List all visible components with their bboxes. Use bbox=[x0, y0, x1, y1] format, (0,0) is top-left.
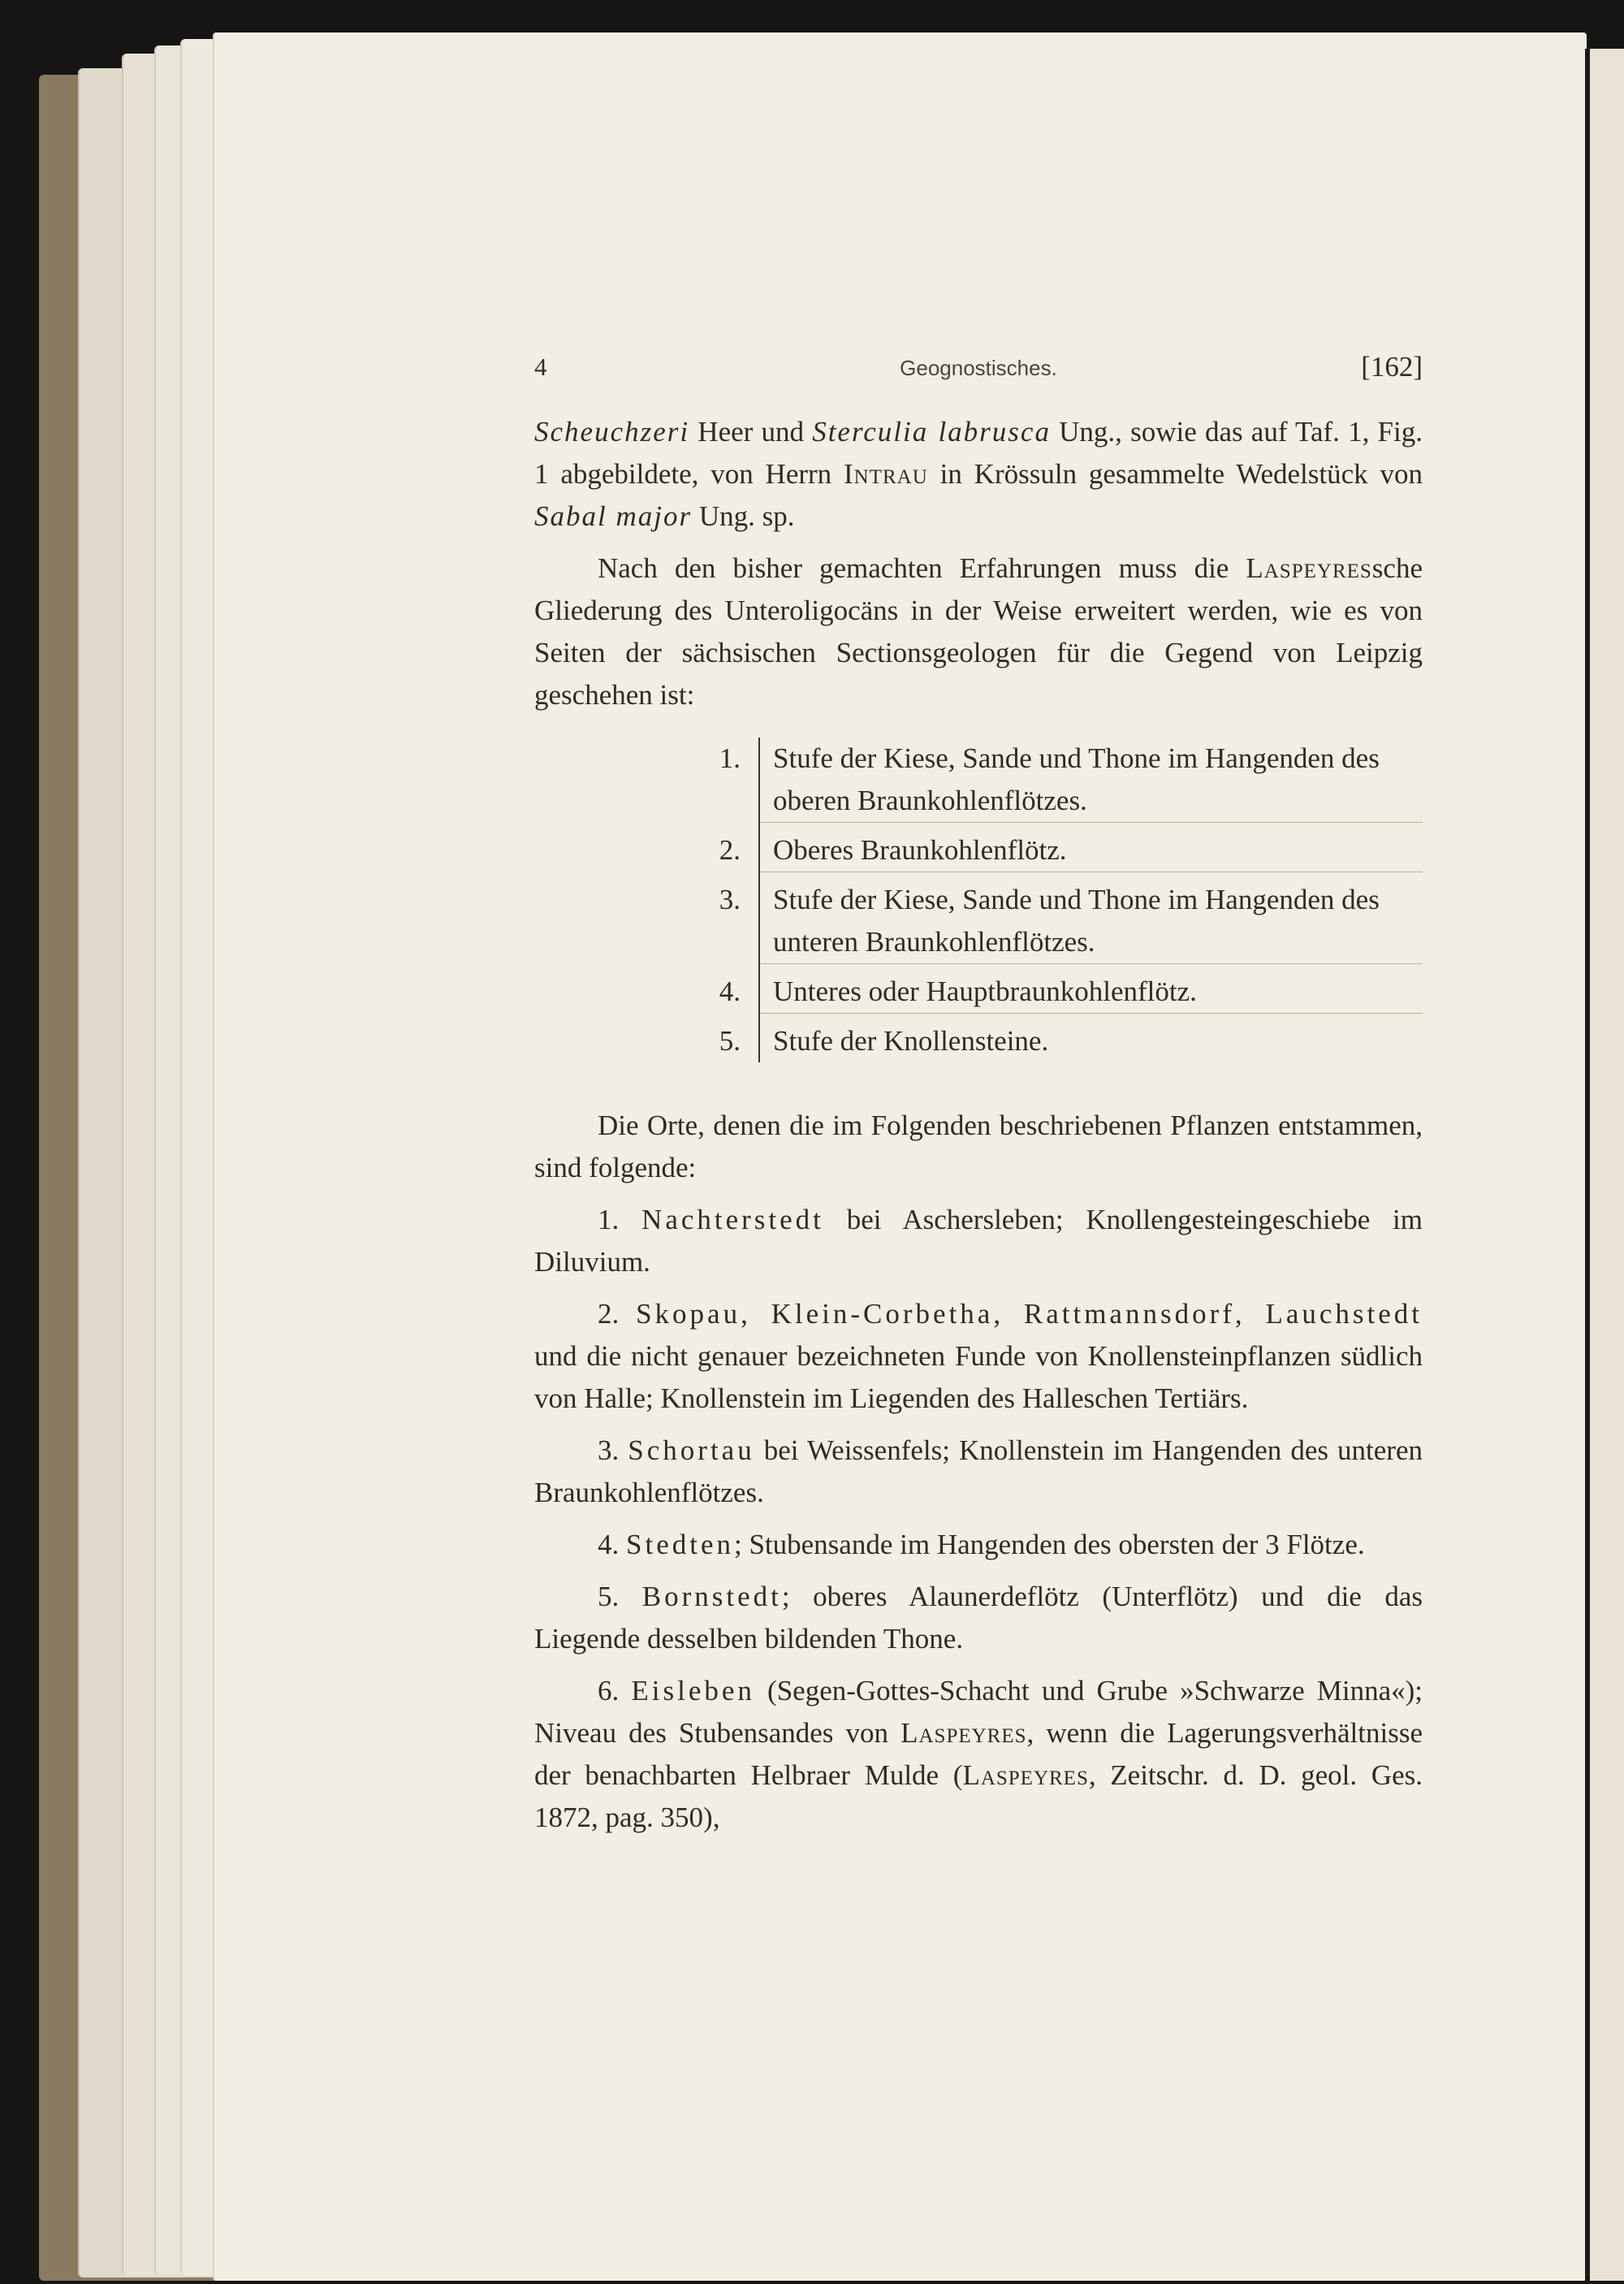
paragraph bbox=[534, 547, 1423, 716]
locality-text: und die nicht genauer bezeichneten Funde von Knollensteinpflanzen südlich von Halle; Knollenstein im Liegenden des Halleschen Tertiärs. bbox=[534, 1340, 1423, 1414]
text-run: in Krössuln gesammelte Wedelstück von bbox=[927, 458, 1423, 490]
species-name: Sterculia labrusca bbox=[812, 416, 1051, 448]
locality-text: (Segen-Gottes-Schacht und Grube »Schwarze Minna«); Niveau des Stubensandes von bbox=[534, 1675, 1423, 1749]
species-name: Sabal major bbox=[534, 500, 693, 532]
stratum-text: Stufe der Kiese, Sande und Thone im Hangenden des oberen Braunkohlenflötzes. bbox=[759, 738, 1423, 823]
locality-text: bei Weissenfels; Knollenstein im Hangenden des unteren Braunkohlenflötzes. bbox=[534, 1434, 1423, 1508]
text-run: Ung. sp. bbox=[692, 500, 795, 532]
paragraph-continuation bbox=[534, 411, 1423, 538]
facing-page-edge bbox=[1585, 49, 1624, 2281]
text-run: Ung., sowie das auf Taf. 1, Fig. 1 abgebildete, von Herrn bbox=[534, 416, 1423, 490]
table-row bbox=[672, 823, 1423, 872]
stratum-number: 5. bbox=[719, 1024, 741, 1057]
locality-entry bbox=[534, 1576, 1423, 1660]
locality-text: ; oberes Alaunerdeflötz (Unterflötz) und die das Liegende desselben bildenden Thone. bbox=[534, 1581, 1423, 1655]
text-run: sche Gliederung des Unteroligocäns in der Weise erweitert werden, wie es von Seiten der sächsischen Sectionsgeologen für die Gegend von Leipzig geschehen ist: bbox=[534, 552, 1423, 711]
species-name: Scheuchzeri bbox=[534, 416, 690, 448]
strata-table bbox=[672, 738, 1423, 1062]
locality-number: 6. bbox=[598, 1675, 632, 1707]
author-name: Intrau bbox=[844, 458, 928, 490]
locality-number: 1. bbox=[598, 1204, 642, 1235]
paragraph: Die Orte, denen die im Folgenden beschriebenen Pflanzen entstammen, sind folgende: bbox=[534, 1110, 1423, 1183]
body-text bbox=[534, 411, 1423, 1839]
stratum-number: 4. bbox=[719, 975, 741, 1007]
locality-number: 3. bbox=[598, 1434, 628, 1466]
running-head bbox=[534, 351, 1423, 391]
locality-number: 2. bbox=[598, 1298, 637, 1330]
table-row bbox=[672, 1014, 1423, 1063]
text-run: Heer und bbox=[689, 416, 813, 448]
page-number: [162] bbox=[1361, 351, 1423, 383]
locality-name: Bornstedt bbox=[641, 1581, 782, 1612]
locality-name: Skopau, Klein-Corbetha, Rattmannsdorf, Lauchstedt bbox=[636, 1298, 1423, 1330]
running-title: Geognostisches. bbox=[900, 356, 1057, 380]
stratum-text: Oberes Braunkohlenflötz. bbox=[759, 823, 1423, 872]
stratum-number: 3. bbox=[719, 883, 741, 915]
locality-entry bbox=[534, 1430, 1423, 1514]
locality-entry bbox=[534, 1524, 1423, 1566]
locality-text: , Zeitschr. d. D. geol. Ges. 1872, pag. 350), bbox=[534, 1759, 1423, 1833]
stratum-text: Stufe der Knollensteine. bbox=[759, 1014, 1423, 1063]
locality-entry bbox=[534, 1199, 1423, 1283]
author-name: Laspeyres bbox=[901, 1717, 1027, 1749]
locality-text: , wenn die Lagerungsverhältnisse der benachbarten Helbraer Mulde ( bbox=[534, 1717, 1423, 1791]
stratum-number: 2. bbox=[719, 833, 741, 866]
locality-text: ; Stubensande im Hangenden des obersten der 3 Flötze. bbox=[733, 1529, 1365, 1560]
locality-text: bei Aschersleben; Knollengesteingeschiebe im Diluvium. bbox=[534, 1204, 1423, 1278]
locality-name: Schortau bbox=[628, 1434, 755, 1466]
stratum-text: Stufe der Kiese, Sande und Thone im Hangenden des unteren Braunkohlenflötzes. bbox=[759, 872, 1423, 964]
locality-name: Eisleben bbox=[631, 1675, 755, 1707]
locality-entry bbox=[534, 1293, 1423, 1420]
locality-entry bbox=[534, 1670, 1423, 1839]
table-row bbox=[672, 964, 1423, 1014]
table-row bbox=[672, 872, 1423, 964]
stratum-text: Unteres oder Hauptbraunkohlenflötz. bbox=[759, 964, 1423, 1014]
author-name: Laspeyres bbox=[1246, 552, 1372, 584]
table-row bbox=[672, 738, 1423, 823]
locality-number: 4. bbox=[598, 1529, 626, 1560]
text-run: Nach den bisher gemachten Erfahrungen muss die bbox=[598, 552, 1246, 584]
locality-name: Nachterstedt bbox=[641, 1204, 824, 1235]
locality-name: Stedten bbox=[626, 1529, 734, 1560]
locality-number: 5. bbox=[598, 1581, 642, 1612]
folio: 4 bbox=[534, 353, 547, 381]
stratum-number: 1. bbox=[719, 742, 741, 774]
author-name: Laspeyres bbox=[962, 1759, 1089, 1791]
